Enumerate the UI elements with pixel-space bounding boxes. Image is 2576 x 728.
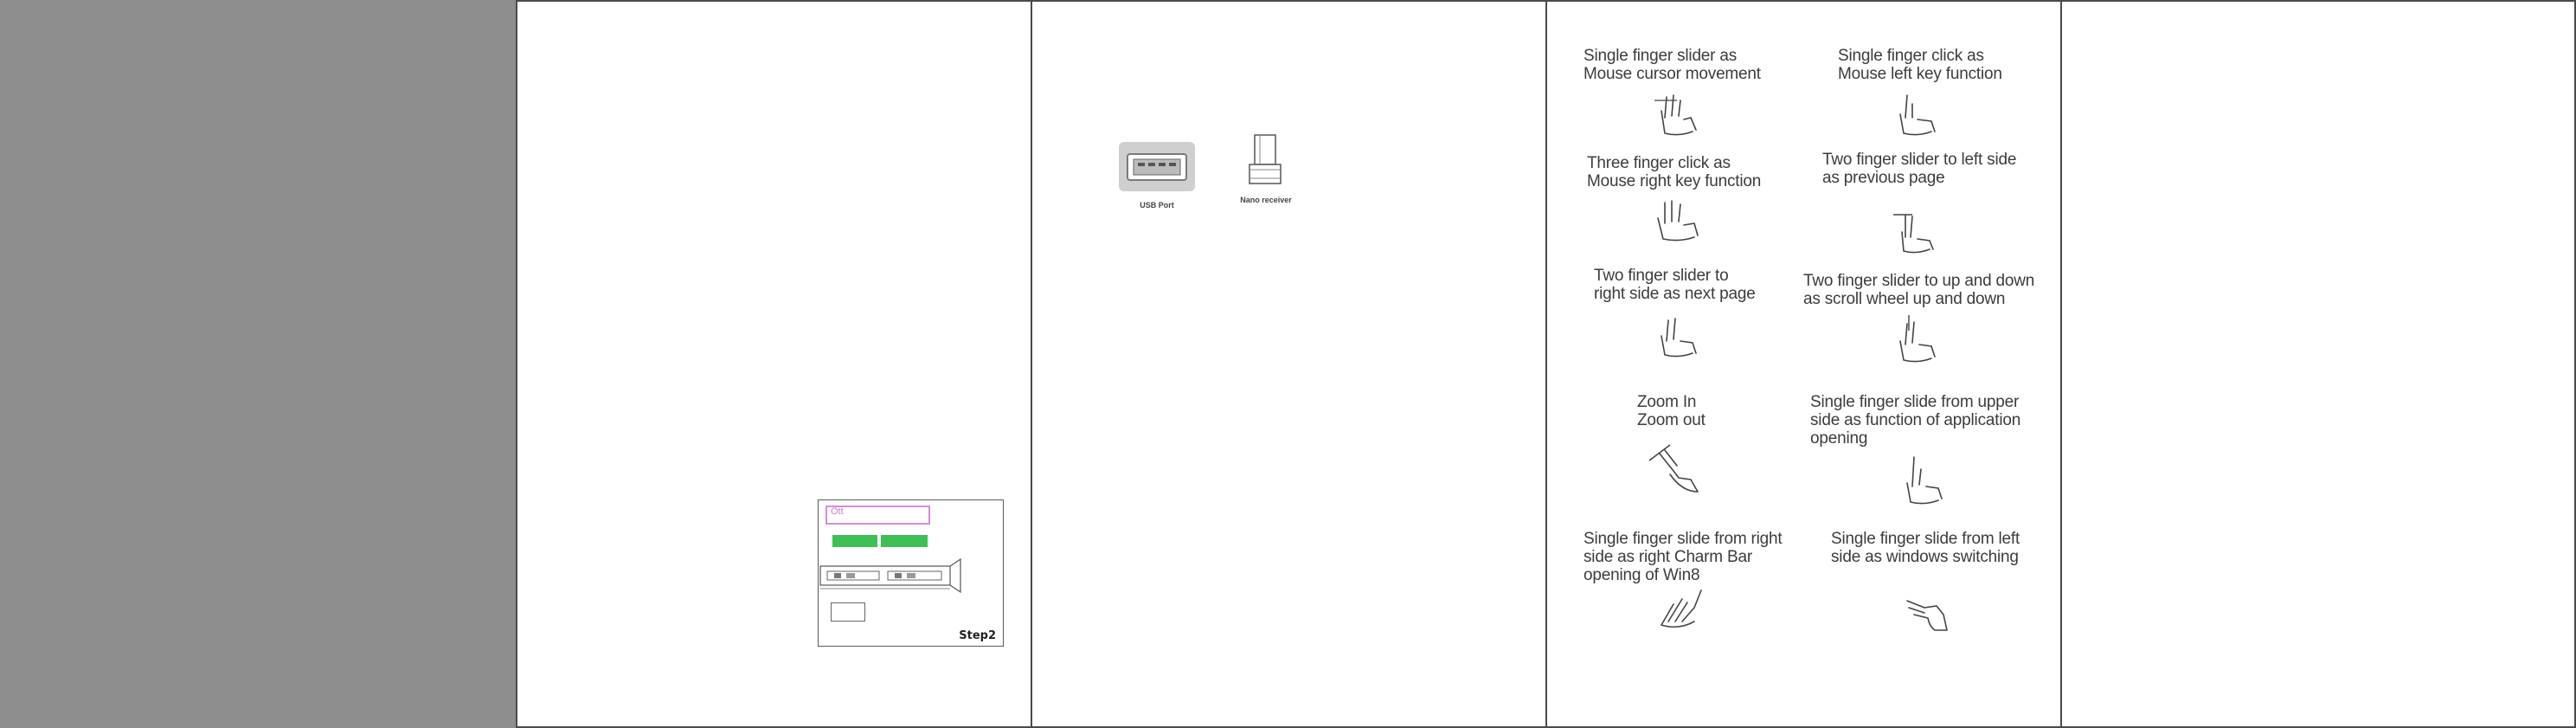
three-finger-hand-icon bbox=[1653, 197, 1701, 242]
usb-port-icon bbox=[1119, 142, 1195, 191]
gesture-text-zoom: Zoom In Zoom out bbox=[1637, 393, 1706, 429]
hand-swipe-icon bbox=[1653, 92, 1703, 137]
gesture-text-cursor: Single finger slider as Mouse cursor movement bbox=[1584, 47, 1761, 83]
cover-panel bbox=[0, 0, 516, 728]
highlight-text: Ott bbox=[831, 506, 844, 517]
swipe-from-right-icon bbox=[1656, 587, 1705, 630]
swipe-from-left-icon bbox=[1904, 589, 1952, 632]
usb-port-label: USB Port bbox=[1140, 201, 1174, 209]
gesture-text-window-switch: Single finger slide from left side as windows switching bbox=[1831, 530, 2020, 566]
gesture-text-next: Two finger slider to right side as next page bbox=[1594, 267, 1756, 303]
two-finger-scroll-icon bbox=[1893, 315, 1938, 364]
receiver-panel bbox=[1031, 0, 1545, 728]
two-finger-right-icon bbox=[1654, 315, 1703, 358]
swipe-down-icon bbox=[1900, 454, 1945, 506]
device-illustration bbox=[819, 554, 966, 597]
green-indicator-right bbox=[881, 535, 928, 547]
gesture-text-right-click: Three finger click as Mouse right key function bbox=[1587, 154, 1762, 190]
step-label: Step2 bbox=[959, 629, 996, 642]
hand-tap-icon bbox=[1893, 92, 1938, 137]
nano-receiver-icon bbox=[1244, 133, 1288, 193]
step-panel bbox=[516, 0, 1031, 728]
gesture-text-charm-bar: Single finger slide from right side as right Charm Bar opening of Win8 bbox=[1584, 530, 1783, 584]
gesture-text-scroll: Two finger slider to up and down as scroll wheel up and down bbox=[1803, 272, 2035, 308]
green-indicator-left bbox=[832, 535, 877, 547]
gesture-text-left-click: Single finger click as Mouse left key function bbox=[1838, 47, 2002, 83]
gesture-text-previous: Two finger slider to left side as previous page bbox=[1822, 151, 2017, 187]
pinch-zoom-icon bbox=[1648, 440, 1703, 495]
back-panel bbox=[2060, 0, 2576, 728]
gestures-panel bbox=[1545, 0, 2060, 728]
nano-receiver-label: Nano receiver bbox=[1240, 196, 1292, 204]
gesture-text-app-open: Single finger slide from upper side as function of application opening bbox=[1810, 393, 2021, 448]
step-figure bbox=[818, 499, 1004, 647]
two-finger-left-icon bbox=[1892, 211, 1938, 254]
small-component bbox=[831, 602, 865, 622]
